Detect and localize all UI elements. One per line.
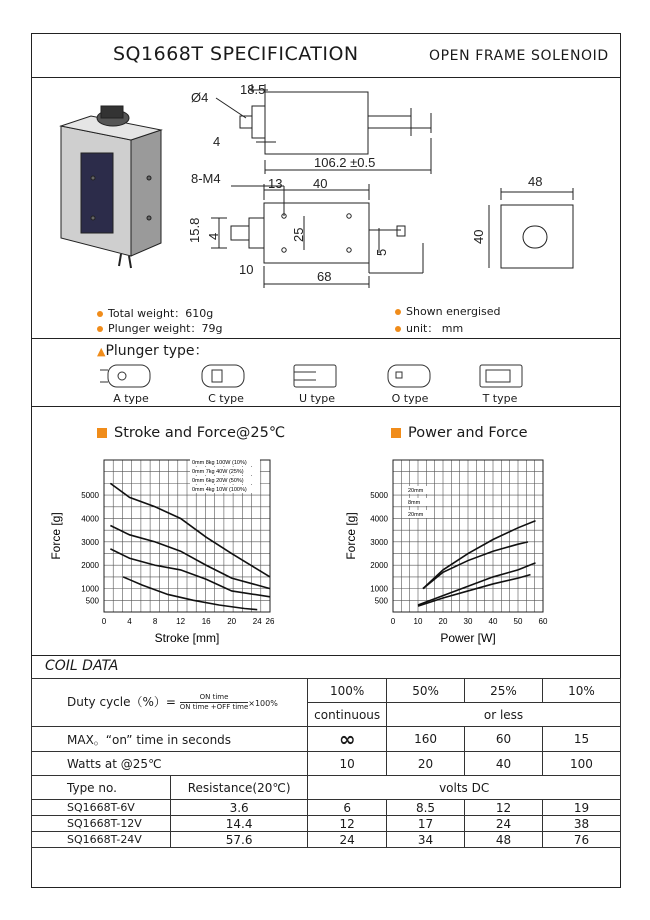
max-value: 160 xyxy=(387,727,465,752)
y-tick-label: 3000 xyxy=(370,537,388,547)
legend-label: 0mm 7kg 40W (25%) xyxy=(191,469,244,475)
x-tick-label: 26 xyxy=(265,617,275,626)
spec-unit: unit： mm xyxy=(395,320,463,336)
x-tick-label: 60 xyxy=(538,617,548,626)
x-tick-label: 20 xyxy=(227,617,237,626)
duty-label-cell: Duty cycle（%）= ON time ON time +OFF time ×100% xyxy=(32,679,308,727)
table-cell: 12 xyxy=(465,800,543,816)
y-tick-label: 5000 xyxy=(370,491,388,501)
series-line xyxy=(110,525,270,588)
legend-label: 0mm 4kg 10W (100%) xyxy=(191,487,247,493)
table-cell: 6 xyxy=(308,800,387,816)
dim-25: 25 xyxy=(291,227,306,242)
duty-100: 100% xyxy=(308,679,387,703)
table-cell: 24 xyxy=(465,816,543,832)
watts-value: 20 xyxy=(387,752,465,776)
watts-label-cell: Watts at @25℃ xyxy=(32,752,308,776)
x-tick-label: 50 xyxy=(513,617,523,626)
x-axis-label: Power [W] xyxy=(440,631,496,645)
dim-40b: 40 xyxy=(471,229,486,244)
max-value: 15 xyxy=(542,727,620,752)
watts-value: 40 xyxy=(465,752,543,776)
dim-5: 5 xyxy=(374,248,389,256)
spec-plunger-weight: Plunger weight：79g xyxy=(97,320,222,336)
dim-dia: Ø4 xyxy=(191,90,209,105)
plunger-icons xyxy=(100,360,540,392)
divider xyxy=(31,338,621,339)
spec-total-weight: Total weight：610g xyxy=(97,305,213,321)
max-label-cell: MAX。“on” time in seconds xyxy=(32,727,308,752)
y-tick-label: 2000 xyxy=(370,561,388,571)
spec-shown: Shown energised xyxy=(395,305,501,318)
stroke-force-chart xyxy=(40,452,285,650)
duty-25: 25% xyxy=(465,679,543,703)
plunger-type-u: U type xyxy=(298,392,336,405)
continuous-cell: continuous xyxy=(308,703,387,727)
chart1-title: Stroke and Force@25℃ xyxy=(97,425,285,441)
technical-drawing xyxy=(31,78,621,300)
divider xyxy=(31,406,621,407)
dim-4: 4 xyxy=(213,134,221,149)
chart2-title: Power and Force xyxy=(391,425,528,441)
legend-label: 20mm xyxy=(408,488,424,494)
table-cell: 38 xyxy=(542,816,620,832)
table-row: SQ1668T-24V xyxy=(32,832,171,848)
table-cell: 14.4 xyxy=(170,816,307,832)
plunger-type-o: O type xyxy=(391,392,429,405)
dim-4b: 4 xyxy=(206,232,221,240)
dim-15-8: 15.8 xyxy=(187,217,202,243)
y-tick-label: 4000 xyxy=(81,514,99,524)
table-cell: 48 xyxy=(465,832,543,848)
dim-13: 13 xyxy=(268,176,283,191)
y-tick-label: 1000 xyxy=(370,584,388,594)
table-cell: 19 xyxy=(542,800,620,816)
legend-label: 0mm 6kg 20W (50%) xyxy=(191,478,244,484)
table-cell: 34 xyxy=(387,832,465,848)
x-tick-label: 12 xyxy=(176,617,186,626)
table-cell: 57.6 xyxy=(170,832,307,848)
table-cell: 24 xyxy=(308,832,387,848)
y-tick-label: 500 xyxy=(85,596,99,606)
series-line xyxy=(123,577,257,610)
x-tick-label: 8 xyxy=(152,617,158,626)
duty-50: 50% xyxy=(387,679,465,703)
dim-68: 68 xyxy=(317,269,332,284)
table-cell: 17 xyxy=(387,816,465,832)
watts-value: 100 xyxy=(542,752,620,776)
y-tick-label: 1000 xyxy=(81,584,99,594)
dim-40: 40 xyxy=(313,176,328,191)
y-tick-label: 4000 xyxy=(370,514,388,524)
table-cell: 76 xyxy=(542,832,620,848)
dim-screws: 8-M4 xyxy=(191,171,221,186)
y-tick-label: 500 xyxy=(374,596,388,606)
table-cell: 12 xyxy=(308,816,387,832)
volts-header: volts DC xyxy=(308,776,621,800)
y-axis-label: Force [g] xyxy=(344,512,358,560)
x-axis-label: Stroke [mm] xyxy=(154,631,220,645)
plunger-type-a: A type xyxy=(113,392,149,405)
coil-heading: COIL DATA xyxy=(45,658,119,674)
resistance-header: Resistance(20℃) xyxy=(170,776,307,800)
max-value: 60 xyxy=(465,727,543,752)
spacer-row xyxy=(32,848,621,861)
coil-table xyxy=(31,678,621,860)
y-tick-label: 2000 xyxy=(81,561,99,571)
dim-48: 48 xyxy=(528,174,543,189)
legend-label: 0mm 8kg 100W (10%) xyxy=(191,460,247,466)
page-subtitle: OPEN FRAME SOLENOID xyxy=(429,48,609,64)
power-force-chart xyxy=(335,452,560,650)
y-tick-label: 3000 xyxy=(81,537,99,547)
table-row: SQ1668T-6V xyxy=(32,800,171,816)
x-tick-label: 30 xyxy=(463,617,473,626)
y-axis-label: Force [g] xyxy=(49,512,63,560)
table-cell: 8.5 xyxy=(387,800,465,816)
solenoid-photo xyxy=(61,106,161,268)
x-tick-label: 24 xyxy=(252,617,262,626)
legend-label: 20mm xyxy=(408,512,424,518)
watts-value: 10 xyxy=(308,752,387,776)
x-tick-label: 10 xyxy=(413,617,423,626)
y-tick-label: 5000 xyxy=(81,491,99,501)
plunger-heading: ▲Plunger type： xyxy=(97,343,209,359)
x-tick-label: 0 xyxy=(101,617,107,626)
x-tick-label: 4 xyxy=(127,617,132,626)
table-row: SQ1668T-12V xyxy=(32,816,171,832)
or-less-cell: or less xyxy=(387,703,621,727)
max-value: ∞ xyxy=(308,727,387,752)
dim-18-5: 18.5 xyxy=(240,82,266,97)
duty-10: 10% xyxy=(542,679,620,703)
dim-length: 106.2 ±0.5 xyxy=(314,155,376,170)
dim-10: 10 xyxy=(239,262,254,277)
x-tick-label: 16 xyxy=(201,617,211,626)
x-tick-label: 20 xyxy=(438,617,448,626)
type-header: Type no. xyxy=(32,776,171,800)
legend-label: 8mm xyxy=(408,500,421,506)
divider xyxy=(31,655,621,656)
page-title: SQ1668T SPECIFICATION xyxy=(113,43,359,65)
x-tick-label: 40 xyxy=(488,617,498,626)
plunger-type-t: T type xyxy=(482,392,518,405)
x-tick-label: 0 xyxy=(390,617,396,626)
table-cell: 3.6 xyxy=(170,800,307,816)
plunger-type-c: C type xyxy=(208,392,244,405)
